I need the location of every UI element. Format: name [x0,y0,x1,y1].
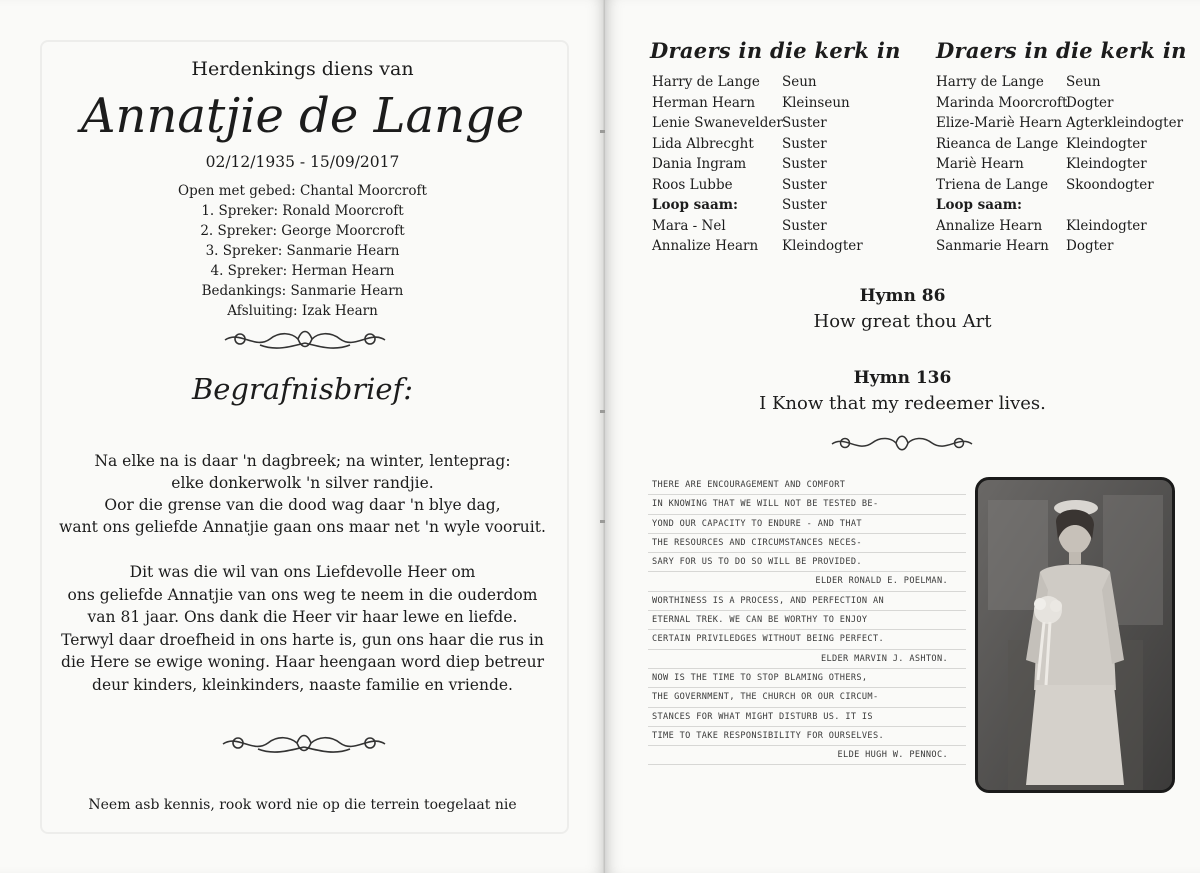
walk-along-label: Loop saam: [936,197,1023,213]
program-line: 2. Spreker: George Moorcroft [200,223,405,239]
hymn-number: Hymn 86 [859,286,946,306]
service-title: Herdenkings diens van [191,58,414,80]
bearer-name: Marinda Moorcroft [936,94,1068,111]
bearers-table-right [936,72,1183,257]
bearer-row [652,154,863,175]
bearer-relation: Kleindogter [1066,135,1147,152]
bearer-row [652,72,863,93]
bearer-name: Dania Ingram [652,156,747,172]
message-line: deur kinders, kleinkinders, naaste familie en vriende. [92,675,513,694]
bearers-heading-left: Draers in die kerk in [650,38,901,63]
bearer-name: Mariè Hearn [936,156,1024,172]
handwritten-line: TIME TO TAKE RESPONSIBILITY FOR OURSELVES. [648,727,966,746]
bearer-relation: Suster [782,135,827,152]
handwritten-line: IN KNOWING THAT WE WILL NOT BE TESTED BE- [648,495,966,514]
bearer-name: Mara - Nel [652,217,726,234]
flourish-ornament [218,729,390,757]
bearer-name: Harry de Lange [936,74,1044,90]
flourish-ornament [220,325,390,353]
bearer-name: Herman Hearn [652,94,756,111]
portrait-photo [975,477,1175,793]
bearer-row [652,216,863,237]
message-line: die Here se ewige woning. Haar heengaan word diep betreur [61,653,544,671]
bearer-relation: Kleinseun [782,94,850,111]
woman-portrait-image [978,480,1172,790]
bearer-name: Lida Albrecght [652,135,754,152]
bearer-relation: Agterkleindogter [1066,115,1184,131]
handwritten-line: NOW IS THE TIME TO STOP BLAMING OTHERS, [648,669,966,688]
program-line: Bedankings: Sanmarie Hearn [201,283,404,299]
quote-attribution: ELDE HUGH W. PENNOC. [648,746,966,765]
life-dates: 02/12/1935 - 15/09/2017 [205,153,400,171]
bearer-name: Roos Lubbe [652,176,733,193]
bearers-table-left [652,72,863,257]
service-program [0,181,605,321]
message-line: Dit was die wil van ons Liefdevolle Heer om [129,563,476,581]
bearer-name: Annalize Hearn [652,238,759,254]
bearer-name: Harry de Lange [652,74,760,90]
bearers-heading-right: Draers in die kerk in [936,38,1187,63]
poem-line: Oor die grense van die dood wag daar 'n blye dag, [104,496,501,514]
bearer-row [652,93,863,114]
bearer-name: Annalize Hearn [936,217,1043,234]
hymn-title: How great thou Art [813,311,992,332]
bearer-relation: Seun [782,74,817,90]
handwritten-line: WORTHINESS IS A PROCESS, AND PERFECTION AN [648,592,966,611]
bearer-row [936,195,1183,216]
bearer-relation: Seun [1066,74,1101,90]
bearer-relation: Dogter [1066,238,1114,254]
poem-line: want ons geliefde Annatjie gaan ons maar net 'n wyle vooruit. [59,518,546,536]
bearer-relation: Kleindogter [1066,217,1147,234]
hymn-number: Hymn 136 [853,368,952,388]
handwritten-line: SARY FOR US TO DO SO WILL BE PROVIDED. [648,553,966,572]
handwritten-line: YOND OUR CAPACITY TO ENDURE - AND THAT [648,515,966,534]
bearer-relation: Suster [782,156,827,172]
bearer-row [652,236,863,257]
bearer-row [652,113,863,134]
handwritten-line: STANCES FOR WHAT MIGHT DISTURB US. IT IS [648,708,966,727]
bearer-relation: Dogter [1066,94,1114,111]
bearer-name: Lenie Swanevelder [652,115,783,131]
hymn-title: I Know that my redeemer lives. [759,393,1046,414]
bearer-relation: Kleindogter [782,238,863,254]
bearer-row [936,154,1183,175]
quote-attribution: ELDER RONALD E. POELMAN. [648,572,966,591]
flourish-ornament [828,430,976,456]
bearer-relation: Kleindogter [1066,156,1147,172]
handwritten-line: CERTAIN PRIVILEDGES WITHOUT BEING PERFECT. [648,630,966,649]
message-line: Terwyl daar droefheid in ons harte is, gun ons haar die rus in [61,630,544,649]
program-line: Open met gebed: Chantal Moorcroft [178,183,427,199]
bearer-row [652,175,863,196]
bearer-row [936,134,1183,155]
bearer-row [936,175,1183,196]
poem-line: Na elke na is daar 'n dagbreek; na winter, lenteprag: [94,452,511,470]
bearer-row [652,195,863,216]
bearer-relation: Skoondogter [1066,176,1154,193]
bearer-row [936,113,1183,134]
bearer-name: Elize-Mariè Hearn [936,115,1063,131]
handwritten-line: THE GOVERNMENT, THE CHURCH OR OUR CIRCUM- [648,688,966,707]
program-line: Afsluiting: Izak Hearn [227,303,378,319]
memorial-message [0,561,605,696]
poem-line: elke donkerwolk 'n silver randjie. [171,474,434,492]
handwritten-line: THERE ARE ENCOURAGEMENT AND COMFORT [648,476,966,495]
bearer-relation: Suster [782,217,827,234]
handwritten-line: ETERNAL TREK. WE CAN BE WORTHY TO ENJOY [648,611,966,630]
bearer-row [936,72,1183,93]
handwritten-quotes [648,476,966,765]
program-line: 3. Spreker: Sanmarie Hearn [205,243,400,259]
letter-heading: Begrafnisbrief: [191,372,414,406]
quote-attribution: ELDER MARVIN J. ASHTON. [648,650,966,669]
smoking-notice: Neem asb kennis, rook word nie op die terrein toegelaat nie [88,797,517,813]
deceased-name: Annatjie de Lange [80,88,525,144]
message-line: ons geliefde Annatjie van ons weg te neem in die ouderdom [67,585,538,604]
bearer-name: Sanmarie Hearn [936,238,1049,254]
program-line: 4. Spreker: Herman Hearn [210,263,395,279]
bearer-row [652,134,863,155]
bearer-name: Rieanca de Lange [936,135,1059,152]
bearer-name: Triena de Lange [936,176,1049,193]
bearer-row [936,216,1183,237]
walk-along-label: Loop saam: [652,197,739,213]
bearer-relation: Suster [782,176,827,193]
program-line: 1. Spreker: Ronald Moorcroft [201,203,404,219]
bearer-relation: Suster [782,197,827,213]
bearer-relation: Suster [782,115,827,131]
bearer-row [936,236,1183,257]
poem [0,450,605,538]
message-line: van 81 jaar. Ons dank die Heer vir haar lewe en liefde. [87,608,518,626]
bearer-row [936,93,1183,114]
handwritten-line: THE RESOURCES AND CIRCUMSTANCES NECES- [648,534,966,553]
